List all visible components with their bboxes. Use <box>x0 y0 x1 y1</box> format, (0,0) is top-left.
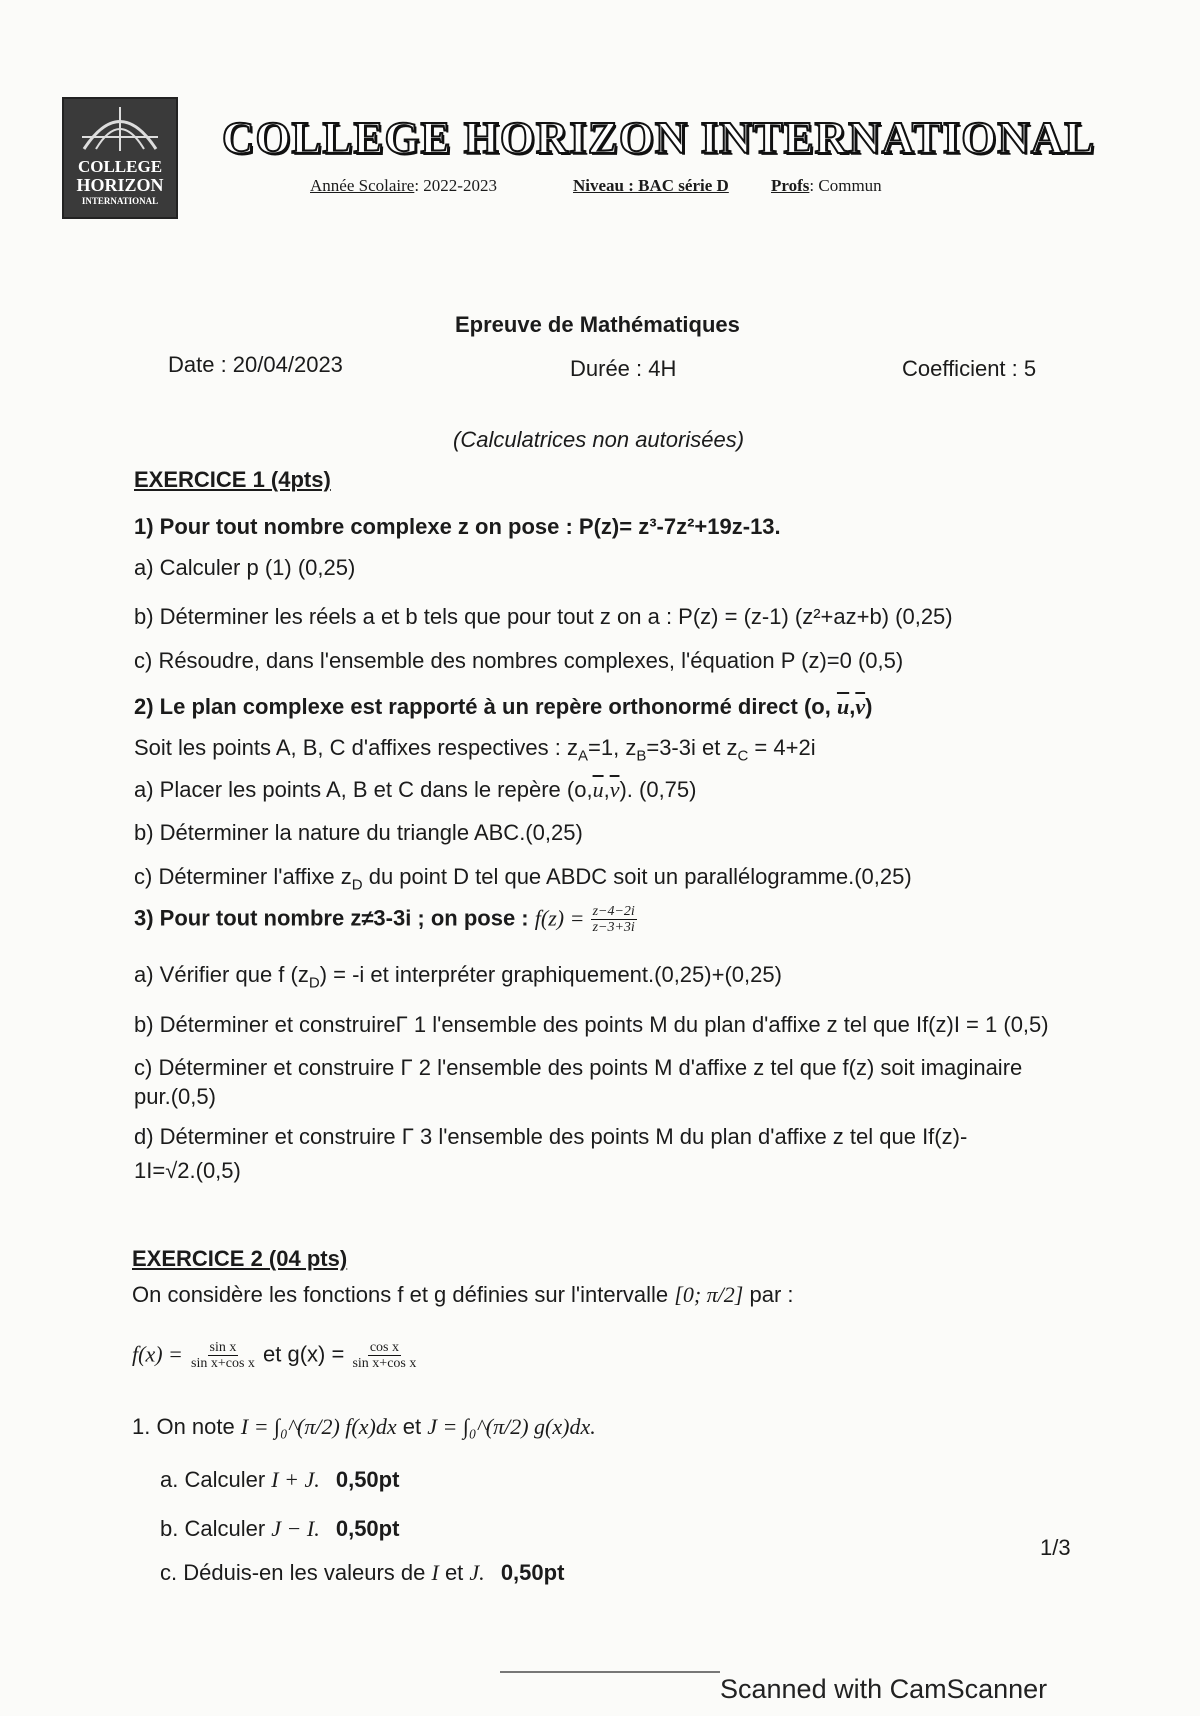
integral-j: J = ∫₀^(π/2) g(x)dx. <box>427 1414 596 1439</box>
qa-pre: a. Calculer <box>160 1467 266 1492</box>
q3-pre: 3) Pour tout nombre z≠3-3i ; on pose : <box>134 905 529 931</box>
sub-a: A <box>578 747 589 765</box>
points-mid2: =3-3i et z <box>646 735 738 760</box>
scanner-watermark: Scanned with CamScanner <box>720 1674 1048 1704</box>
exercise-2-title: EXERCICE 2 (04 pts) <box>132 1246 348 1271</box>
ex2-intro <box>132 1282 794 1308</box>
qc-points: 0,50pt <box>500 1560 565 1585</box>
points-pre: Soit les points A, B, C d'affixes respectives : z <box>134 735 578 760</box>
ex1-question-3b: b) Déterminer et construireΓ 1 l'ensemble des points M du plan d'affixe z tel que If(z)I = 1 (0,5) <box>134 1012 1049 1037</box>
profs <box>771 176 882 196</box>
exam-date: Date : 20/04/2023 <box>168 352 343 377</box>
exam-title: Epreuve de Mathématiques <box>455 312 740 337</box>
intro-pre: On considère les fonctions f et g définies sur l'intervalle <box>132 1282 669 1307</box>
qa-points: 0,50pt <box>335 1467 400 1492</box>
sub-d: D <box>351 876 363 894</box>
ex1-question-3d-line2: 1I=√2.(0,5) <box>134 1158 241 1183</box>
school-name: COLLEGE HORIZON INTERNATIONAL <box>222 113 1096 163</box>
qa-expr: I + J. <box>271 1467 320 1492</box>
vector-v: $\overline{v}$ <box>855 694 866 719</box>
logo-line-2: HORIZON <box>76 175 164 195</box>
ex2-question-b <box>160 1516 399 1542</box>
q3a-post: ) = -i et interpréter graphiquement.(0,25)+(0,25) <box>319 962 782 987</box>
ex1-points-definition <box>134 735 816 764</box>
vector-u-2a: $\overline{u}$ <box>592 777 604 802</box>
logo-line-3: INTERNATIONAL <box>81 196 159 206</box>
g-fraction <box>350 1340 418 1372</box>
f-lhs: f(x) = <box>132 1341 183 1367</box>
qc-et: et <box>444 1560 464 1585</box>
level <box>573 176 729 196</box>
f-numerator: sin x <box>209 1340 237 1355</box>
qc-pre: c. Déduis-en les valeurs de <box>160 1560 426 1585</box>
ex1-question-1a: a) Calculer p (1) (0,25) <box>134 555 356 580</box>
exam-duration: Durée : 4H <box>570 356 677 381</box>
g-denominator: sin x+cos x <box>352 1356 417 1372</box>
integral-i: I = ∫₀^(π/2) f(x)dx <box>240 1414 397 1439</box>
f-denominator: sin x+cos x <box>191 1356 255 1372</box>
qb-pre: b. Calculer <box>160 1516 266 1541</box>
points-end: = 4+2i <box>748 735 816 760</box>
sub-d-3a: D <box>308 974 320 992</box>
ex1-question-1b: b) Déterminer les réels a et b tels que pour tout z on a : P(z) = (z-1) (z²+az+b) (0,25) <box>134 604 953 629</box>
ex2-question-a <box>160 1467 399 1493</box>
ex2-question-1 <box>132 1414 596 1440</box>
q2-close: ) <box>865 694 873 719</box>
interval: [0; π/2] <box>674 1282 744 1307</box>
school-logo <box>62 97 178 219</box>
ex1-question-1: 1) Pour tout nombre complexe z on pose : P(z)= z³-7z²+19z-13. <box>134 514 781 539</box>
ex1-question-3 <box>134 904 637 936</box>
footer-divider <box>500 1671 720 1673</box>
ex1-question-2: 2) Le plan complexe est rapporté à un repère orthonormé direct (o, $\overline{u},\overline{v}$) <box>134 694 873 719</box>
ex1-question-3c-line1: c) Déterminer et construire Γ 2 l'ensemble des points M d'affixe z tel que f(z) soit imaginaire <box>134 1055 1023 1080</box>
q3-denominator: z−3+3i <box>592 920 635 936</box>
ex1-question-3d-line1: d) Déterminer et construire Γ 3 l'ensemble des points M du plan d'affixe z tel que If(z)- <box>134 1124 968 1149</box>
calculator-note: (Calculatrices non autorisées) <box>453 427 745 452</box>
vector-v-2a: $\overline{v}$ <box>609 777 620 802</box>
ex1-question-1c: c) Résoudre, dans l'ensemble des nombres complexes, l'équation P (z)=0 (0,5) <box>134 648 904 673</box>
q3a-pre: a) Vérifier que f (z <box>134 962 309 987</box>
q3-f: f(z) = <box>534 905 585 931</box>
q1-et: et <box>402 1414 422 1439</box>
exercise-1-title: EXERCICE 1 (4pts) <box>134 467 331 492</box>
qc-j: J. <box>469 1560 485 1585</box>
school-year <box>310 176 497 196</box>
ex1-question-2c <box>134 864 912 893</box>
g-numerator: cos x <box>369 1340 399 1355</box>
qc-i: I <box>431 1560 439 1585</box>
ex1-question-2b: b) Déterminer la nature du triangle ABC.(0,25) <box>134 820 583 845</box>
profs-label: Profs <box>771 176 810 195</box>
q2c-post: du point D tel que ABDC soit un parallélogramme.(0,25) <box>362 864 912 889</box>
g-lhs: et g(x) = <box>263 1341 345 1367</box>
logo-line-1: COLLEGE <box>77 157 163 176</box>
q3-numerator: z−4−2i <box>592 904 635 919</box>
vector-u: $\overline{u}$ <box>836 694 850 719</box>
ex1-question-3a <box>134 962 782 991</box>
q2-text: 2) Le plan complexe est rapporté à un repère orthonormé direct (o, <box>134 694 831 719</box>
qb-points: 0,50pt <box>335 1516 400 1541</box>
profs-value: : Commun <box>809 176 882 195</box>
q1-pre: 1. On note <box>132 1414 235 1439</box>
sub-c: C <box>737 747 749 765</box>
exam-coefficient: Coefficient : 5 <box>902 356 1037 381</box>
q2a-post: ). (0,75) <box>619 777 697 802</box>
intro-post: par : <box>749 1282 794 1307</box>
globe-icon <box>64 99 176 159</box>
sub-b: B <box>636 747 647 765</box>
year-value: : 2022-2023 <box>414 176 497 195</box>
level-label: Niveau : BAC série D <box>573 176 729 195</box>
ex2-definitions <box>132 1340 418 1372</box>
q2a-pre: a) Placer les points A, B et C dans le repère (o, <box>134 777 593 802</box>
ex1-question-3c-line2: pur.(0,5) <box>134 1084 216 1109</box>
q2c-pre: c) Déterminer l'affixe z <box>134 864 352 889</box>
ex1-question-2a: a) Placer les points A, B et C dans le repère $(o,\overline{u},\overline{v})$. (0,75) <box>134 777 697 802</box>
year-label: Année Scolaire <box>310 176 415 195</box>
points-mid1: =1, z <box>588 735 637 760</box>
ex2-question-c <box>160 1560 564 1586</box>
q3-fraction <box>591 904 637 936</box>
f-fraction <box>189 1340 257 1372</box>
page-number: 1/3 <box>1040 1535 1071 1560</box>
qb-expr: J − I. <box>271 1516 320 1541</box>
